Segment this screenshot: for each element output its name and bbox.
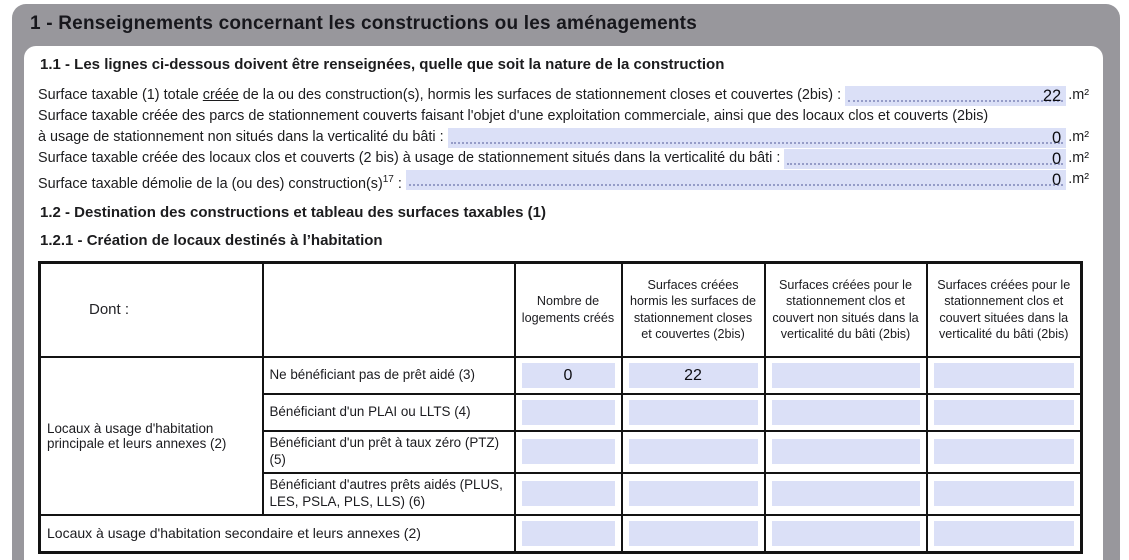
footnote-17: 17 xyxy=(382,174,394,185)
line-parking-vertical xyxy=(38,148,1089,169)
parking-not-vertical-label: à usage de stationnement non situés dans la verticalité du bâti : xyxy=(38,129,444,145)
header-nombre-logements: Nombre de logements créés xyxy=(515,263,622,357)
parking-not-vertical-value: 0 xyxy=(1052,129,1062,147)
line-surface-created-total-label: Surface taxable (1) totale créée de la ou des construction(s), hormis les surfaces de stationnement closes et couvertes (2bis) : xyxy=(38,87,842,103)
line-parking-intro: Surface taxable créée des parcs de stationnement couverts faisant l'objet d'une exploitation commerciale, ainsi que des locaux clos et couverts (2bis) xyxy=(38,108,989,124)
header-dont: Dont : xyxy=(40,263,263,357)
table-field-r3c4[interactable] xyxy=(934,439,1075,464)
demolished-value: 0 xyxy=(1052,171,1062,189)
table-field-r4c1[interactable] xyxy=(522,481,615,506)
form-panel xyxy=(24,46,1103,560)
parking-vertical-value: 0 xyxy=(1052,150,1062,168)
parking-not-vertical-field[interactable] xyxy=(448,128,1067,148)
parking-vertical-field[interactable] xyxy=(784,149,1066,169)
table-field-r1c2[interactable]: 22 xyxy=(629,363,758,388)
table-field-r4c4[interactable] xyxy=(934,481,1075,506)
table-field-r2c4[interactable] xyxy=(934,400,1075,425)
unit-m2: .m² xyxy=(1068,171,1089,187)
row-label-autres-prets: Bénéficiant d'autres prêts aidés (PLUS, LES, PSLA, PLS, LLS) (6) xyxy=(263,473,515,515)
surface-created-total-field[interactable] xyxy=(845,86,1066,106)
table-row xyxy=(40,357,1082,394)
table-field-r3c3[interactable] xyxy=(772,439,920,464)
section-title: 1 - Renseignements concernant les constructions ou les aménagements xyxy=(30,13,697,34)
unit-m2: .m² xyxy=(1068,87,1089,103)
table-field-r2c2[interactable] xyxy=(629,400,758,425)
subsection-1-2-title: 1.2 - Destination des constructions et tableau des surfaces taxables (1) xyxy=(40,204,546,221)
subsection-1-2-1-title: 1.2.1 - Création de locaux destinés à l’habitation xyxy=(40,232,383,249)
row-label-plai-llts: Bénéficiant d'un PLAI ou LLTS (4) xyxy=(263,394,515,431)
surface-created-total-value: 22 xyxy=(1042,87,1062,105)
table-field-r5c4[interactable] xyxy=(934,521,1075,546)
table-field-r5c1[interactable] xyxy=(522,521,615,546)
table-field-r5c2[interactable] xyxy=(629,521,758,546)
demolished-label: Surface taxable démolie de la (ou des) $construction(s)^{17}$ : xyxy=(38,174,402,192)
table-field-r1c4[interactable] xyxy=(934,363,1075,388)
header-stationnement-non-vertical: Surfaces créées pour le stationnement clos et couvert non situés dans la verticalité du bâti (2bis) xyxy=(765,263,927,357)
table-field-r2c3[interactable] xyxy=(772,400,920,425)
unit-m2: .m² xyxy=(1068,150,1089,166)
surface-lines xyxy=(38,85,1089,190)
parking-vertical-label: Surface taxable créée des locaux clos et couverts (2 bis) à usage de stationnement situés dans la verticalité du bâti : xyxy=(38,150,781,166)
unit-m2: .m² xyxy=(1068,129,1089,145)
demolished-field[interactable] xyxy=(406,170,1066,190)
table-footer-row xyxy=(40,515,1082,553)
row-label-sans-pret: Ne bénéficiant pas de prêt aidé (3) xyxy=(263,357,515,394)
table-field-r3c2[interactable] xyxy=(629,439,758,464)
table-field-r4c2[interactable] xyxy=(629,481,758,506)
table-field-r1c3[interactable] xyxy=(772,363,920,388)
row-label-habitation-secondaire: Locaux à usage d'habitation secondaire et leurs annexes (2) xyxy=(40,515,515,553)
line-surface-created-total xyxy=(38,85,1089,106)
table-field-r2c1[interactable] xyxy=(522,400,615,425)
group-label-habitation-principale: Locaux à usage d'habitation principale et leurs annexes (2) xyxy=(40,357,263,515)
subsection-1-1-title: 1.1 - Les lignes ci-dessous doivent être renseignées, quelle que soit la nature de la construction xyxy=(40,56,725,73)
table-header-row xyxy=(40,263,1082,357)
line-parking-not-vertical xyxy=(38,127,1089,148)
table-field-r5c3[interactable] xyxy=(772,521,920,546)
header-empty xyxy=(263,263,515,357)
section-frame xyxy=(12,4,1120,560)
header-surfaces-hormis: Surfaces créées hormis les surfaces de stationnement closes et couvertes (2bis) xyxy=(622,263,765,357)
line-demolished xyxy=(38,169,1089,190)
table-field-r3c1[interactable] xyxy=(522,439,615,464)
table-field-r1c1[interactable]: 0 xyxy=(522,363,615,388)
row-label-ptz: Bénéficiant d'un prêt à taux zéro (PTZ) (5) xyxy=(263,431,515,473)
header-stationnement-vertical: Surfaces créées pour le stationnement clos et couvert situées dans la verticalité du bâti (2bis) xyxy=(927,263,1082,357)
table-field-r4c3[interactable] xyxy=(772,481,920,506)
surfaces-table xyxy=(38,261,1083,554)
